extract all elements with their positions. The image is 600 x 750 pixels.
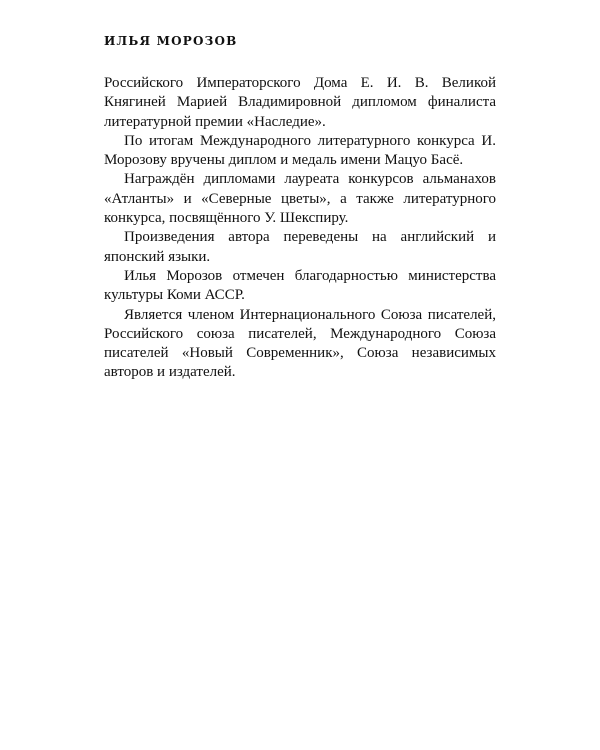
running-header: ИЛЬЯ МОРОЗОВ (104, 34, 238, 48)
body-text (104, 74, 496, 383)
paragraph: Награждён дипломами лауреата конкурсов альманахов «Атланты» и «Северные цветы», а также литературного конкурса, посвящённого У. Шекспиру. (104, 171, 496, 227)
paragraph: Илья Морозов отмечен благодарностью министерства культуры Коми АССР. (104, 267, 496, 304)
paragraph: Является членом Интернационального Союза писателей, Российского союза писателей, Международного Союза писателей «Новый Современник», Союза независимых авторов и издателей. (104, 306, 496, 381)
paragraph: Российского Императорского Дома Е. И. В. Великой Княгиней Марией Владимировной дипломом финалиста литературной премии «Наследие». (104, 75, 496, 130)
paragraph: Произведения автора переведены на английский и японский языки. (104, 229, 496, 265)
paragraph: По итогам Международного литературного конкурса И. Морозову вручены диплом и медаль имени Мацуо Басё. (104, 132, 496, 169)
